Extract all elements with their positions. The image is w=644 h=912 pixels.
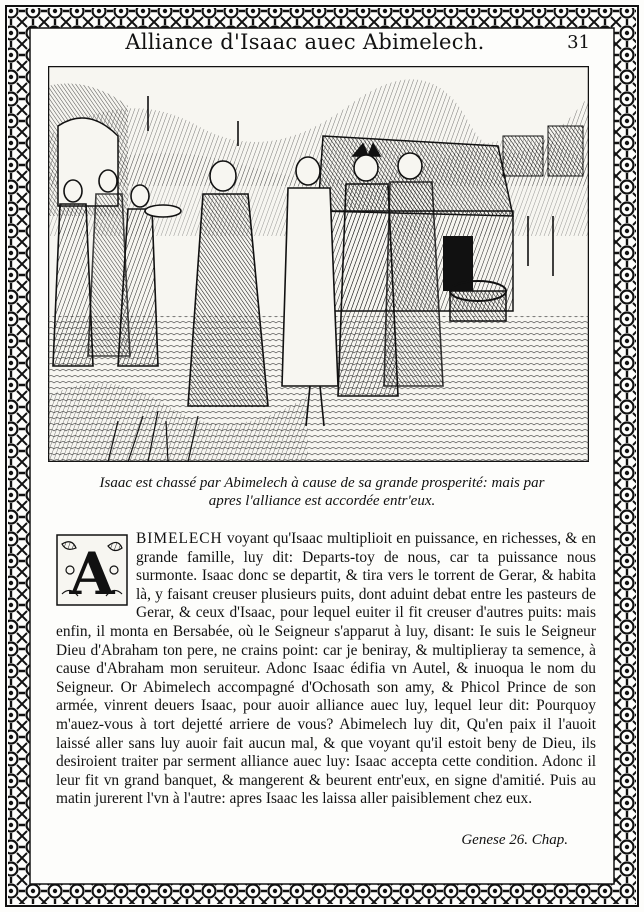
first-word: BIMELECH [136,530,223,547]
page-title: Alliance d'Isaac auec Abimelech. [125,30,485,54]
caption-line-2: apres l'alliance est accordée entr'eux. [208,493,436,509]
caption-line-1: Isaac est chassé par Abimelech à cause de sa grande prosperité: mais par [99,475,545,491]
drop-cap-letter: A [69,540,115,606]
woodcut-engraving-icon [48,66,589,462]
page-number: 31 [567,32,590,53]
body-paragraph [56,530,596,809]
body-text: voyant qu'Isaac multiplioit en puissance, en richesses, & en grande famille, luy dit: Departs-toy de nous, car ta puissance nous surmonte. Isaac donc se departit, & tira vers le torrent de Gerar, & habita là, y faisant creuser plusieurs puits, dont aduint debat entre les pasteurs de Gerar, & ceux d'Isaac, pour lequel euiter il fit creuser d'autres puits: mais enfin, il monta en Bersabée, où le Seigneur s'apparut à luy, disant: Ie suis le Seigneur Dieu d'Abraham ton pere, ne crains point: car je beniray, & multiplieray ta semence, à cause d'Abraham mon seruiteur. Adonc Isaac édifia vn Autel, & inuoqua le nom du Seigneur. Or Abimelech accompagné d'Ochosath son amy, & Phicol Prince de son armée, vinrent deuers Isaac, pour auoir alliance auec luy, lequel leur dit: Pourquoy m'auez-vous à tort dejetté arriere de vous? Abimelech luy dit, Qu'en paix il l'auoit laissé aller sans luy auoir fait aucun mal, & que voyant qu'il estoit beny de Dieu, ils desiroient traiter par serment alliance auec luy: Isaac accepta cette condition. Adonc il leur fit vn grand banquet, & mangerent & beurent entr'eux, en signe d'amitié. Puis au matin jurerent l'vn à l'autre: apres Isaac les laissa aller paisiblement chez eux. [56,530,596,808]
illustration-caption [60,474,584,510]
drop-cap-icon [56,534,128,606]
scripture-reference: Genese 26. Chap. [461,832,568,848]
page-header [60,30,590,60]
